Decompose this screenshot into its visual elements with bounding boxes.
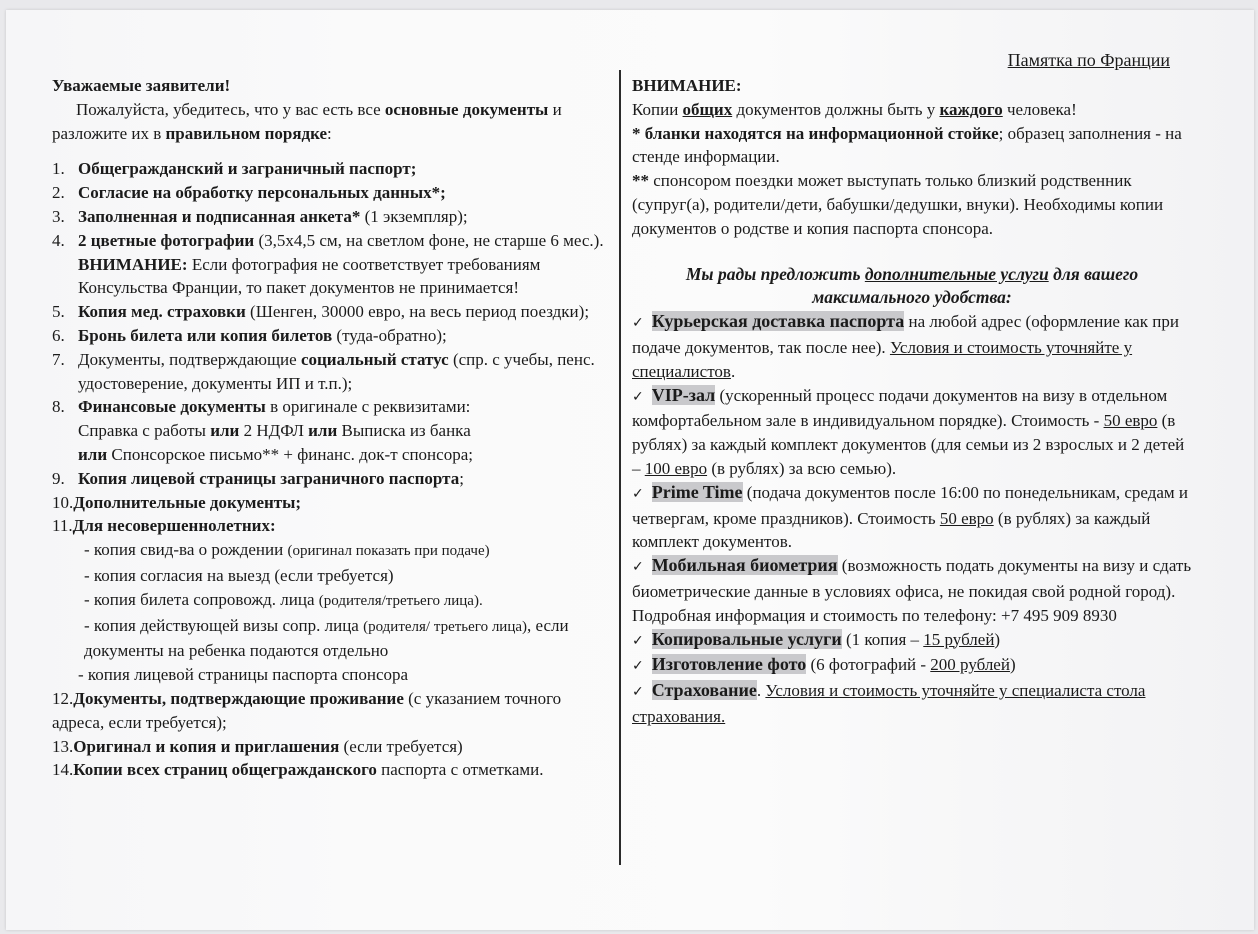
forms-note: * бланки находятся на информационной стойке; образец заполнения - на стенде информации. [632, 123, 1182, 167]
sponsor-note: ** спонсором поездки может выступать только близкий родственник (супруг(а), родители/дети, бабушки/дедушки, внуки). Необходимы копии документов о родстве и копия паспорта спонсора. [632, 171, 1164, 238]
column-divider [619, 70, 621, 865]
list-item-10: 10.Дополнительные документы; [52, 492, 302, 512]
memo-title: Памятка по Франции [1007, 50, 1170, 70]
list-item-13: 13.Оригинал и копия и приглашения (если требуется) [52, 736, 463, 756]
service-mobile-biometrics: ✓ Мобильная биометрия (возможность подать документы на визу и сдать биометрические данные в условиях офиса, не покидая свой родной город). Подробная информация и стоимость по телефону: +7 495 909 8930 [632, 555, 1192, 625]
check-icon: ✓ [632, 559, 644, 576]
service-insurance: ✓ Страхование. Условия и стоимость уточняйте у специалиста стола страхования. [632, 680, 1146, 726]
check-icon: ✓ [632, 658, 644, 675]
minor-subitem-5: - копия лицевой страницы паспорта спонсора [78, 665, 409, 685]
list-item-14: 14.Копии всех страниц общегражданского паспорта с отметками. [52, 760, 544, 780]
list-item-11: 11.Для несовершеннолетних: [52, 516, 276, 536]
list-item-7: 7. Документы, подтверждающие социальный статус (спр. с учебы, пенс. удостоверение, документы ИП и т.п.); [52, 349, 595, 393]
list-item-8: 8. Финансовые документы в оригинале с реквизитами: Справка с работы или 2 НДФЛ или Выписка из банка или Спонсорское письмо** + финанс. док-т спонсора; [52, 397, 473, 464]
check-icon: ✓ [632, 632, 644, 649]
check-icon: ✓ [632, 485, 644, 502]
service-vip: ✓ VIP-зал (ускоренный процесс подачи документов на визу в отдельном комфортабельном зале в индивидуальном порядке). Стоимость - 50 евро (в рублях) за каждый комплект документов (для семьи из 2 взрослых и 2 детей – 100 евро (в рублях) за всю семью). [632, 384, 1185, 478]
service-photo: ✓ Изготовление фото (6 фотографий - 200 рублей) [632, 654, 1016, 675]
list-item-5: 5. Копия мед. страховки (Шенген, 30000 евро, на весь период поездки); [52, 302, 590, 322]
list-item-3: 3. Заполненная и подписанная анкета* (1 экземпляр); [52, 206, 468, 226]
services-heading: Мы рады предложить дополнительные услуги для вашего максимального удобства: [685, 263, 1139, 308]
document-sheet [6, 10, 1254, 930]
intro-paragraph: Пожалуйста, убедитесь, что у вас есть все основные документы и разложите их в правильном порядке: [52, 99, 562, 143]
check-icon: ✓ [632, 388, 644, 405]
right-column [632, 74, 1192, 729]
check-icon: ✓ [632, 315, 644, 332]
minor-subitem-3: - копия билета сопровожд. лица (родителя/третьего лица). [84, 589, 483, 609]
service-copying: ✓ Копировальные услуги (1 копия – 15 рублей) [632, 628, 1001, 649]
list-item-9: 9. Копия лицевой страницы заграничного паспорта; [52, 468, 464, 488]
left-column [52, 74, 612, 782]
list-item-1: 1. Общегражданский и заграничный паспорт; [52, 159, 417, 179]
minor-subitem-4: - копия действующей визы сопр. лица (родителя/ третьего лица), если документы на ребенка подаются отдельно [84, 615, 569, 661]
list-item-4: 4. 2 цветные фотографии (3,5x4,5 см, на светлом фоне, не старше 6 мес.). ВНИМАНИЕ: Если фотография не соответствует требованиям Консульства Франции, то пакет документов не принимается! [52, 230, 604, 298]
service-courier: ✓ Курьерская доставка паспорта на любой адрес (оформление как при подаче документов, так после нее). Условия и стоимость уточняйте у специалистов. [632, 311, 1179, 381]
minor-subitem-2: - копия согласия на выезд (если требуется) [84, 565, 394, 585]
list-item-2: 2. Согласие на обработку персональных данных*; [52, 183, 446, 203]
attention-heading: ВНИМАНИЕ: [632, 76, 742, 95]
list-item-6: 6. Бронь билета или копия билетов (туда-обратно); [52, 325, 447, 345]
service-prime-time: ✓ Prime Time (подача документов после 16:00 по понедельникам, средам и четвергам, кроме праздников). Стоимость 50 евро (в рублях) за каждый комплект документов. [632, 481, 1189, 552]
minor-subitem-1: - копия свид-ва о рождении (оригинал показать при подаче) [84, 540, 490, 560]
check-icon: ✓ [632, 684, 644, 701]
copies-note: Копии общих документов должны быть у каждого человека! [632, 99, 1077, 119]
list-item-12: 12.Документы, подтверждающие проживание (с указанием точного адреса, если требуется); [52, 688, 562, 732]
greeting: Уважаемые заявители! [52, 76, 231, 95]
